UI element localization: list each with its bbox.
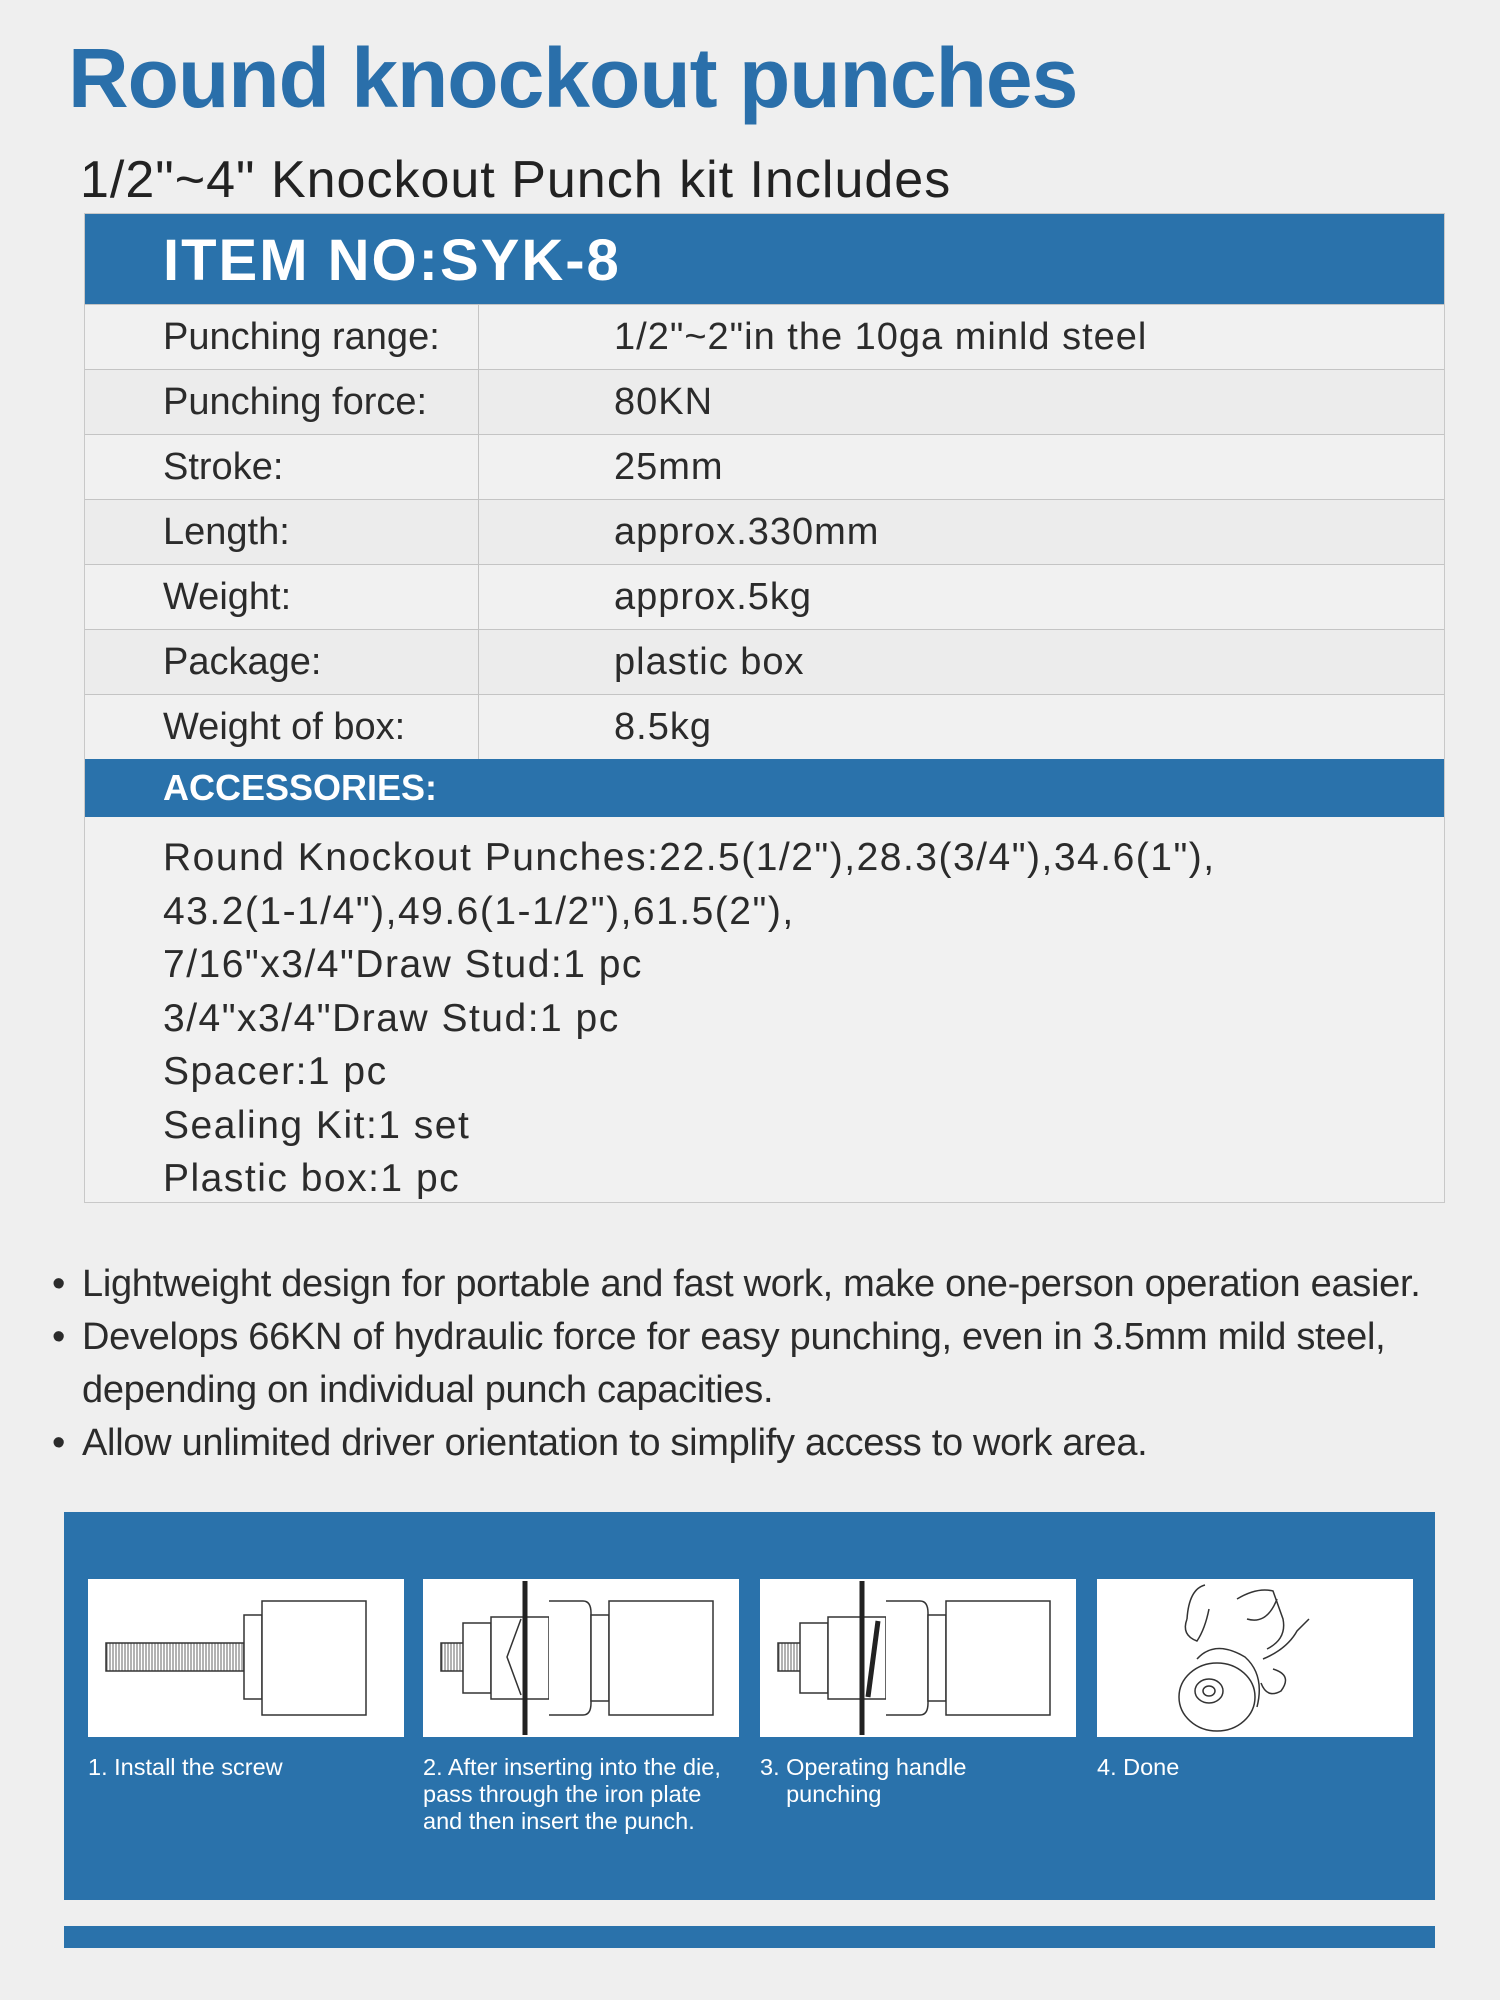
accessory-item: Spacer:1 pc [163,1050,388,1093]
step-caption: 3. Operating handle punching [760,1754,967,1807]
accessory-item: 43.2(1-1/4"),49.6(1-1/2"),61.5(2"), [163,889,795,933]
step-1 [88,1579,404,1781]
bullet-icon: • [52,1316,66,1358]
step-caption: 1. Install the screw [88,1754,283,1780]
feature-text: Lightweight design for portable and fast work, make one-person operation easier. [82,1263,1421,1305]
spec-rows [85,304,1444,759]
spec-value: approx.5kg [614,576,813,618]
feature-text: Allow unlimited driver orientation to simplify access to work area. [82,1422,1148,1464]
bullet-icon: • [52,1263,66,1305]
spec-row [85,564,1444,629]
step-3 [760,1576,1076,1808]
spec-label: Weight of box: [85,695,479,759]
feature-item [52,1258,1472,1311]
accessory-item: 7/16"x3/4"Draw Stud:1 pc [163,943,643,986]
spec-label: Package: [85,630,479,694]
page-title: Round knockout punches [68,31,1078,125]
spec-value: 80KN [614,381,714,423]
spec-row [85,369,1444,434]
install-screw-illustration [88,1579,404,1737]
feature-item [52,1311,1472,1417]
step-2 [423,1579,739,1835]
spec-row [85,499,1444,564]
usage-steps-panel [64,1512,1435,1900]
footer-bar [64,1926,1435,1948]
feature-list [52,1258,1472,1470]
spec-label: Punching force: [85,370,479,434]
feature-item [52,1417,1472,1470]
spec-value: 8.5kg [614,706,712,748]
step-4 [1097,1576,1413,1781]
spec-value: 1/2"~2"in the 10ga minld steel [614,316,1148,358]
step-caption: 2. After inserting into the die, pass through the iron plate and then insert the punch. [423,1754,721,1834]
spec-label: Length: [85,500,479,564]
spec-value: plastic box [614,641,805,683]
feature-text: Develops 66KN of hydraulic force for easy punching, even in 3.5mm mild steel, depending on individual punch capacities. [82,1316,1386,1411]
insert-die-illustration [423,1579,739,1737]
accessory-item: Sealing Kit:1 set [163,1103,471,1147]
spec-row [85,434,1444,499]
page-subtitle: 1/2"~4" Knockout Punch kit Includes [80,151,952,209]
spec-table [84,213,1445,1203]
bullet-icon: • [52,1422,66,1464]
spec-label: Punching range: [85,305,479,369]
item-number-header: ITEM NO:SYK-8 [85,214,1444,304]
operating-handle-illustration [760,1579,1076,1737]
spec-label: Weight: [85,565,479,629]
accessory-item: 3/4"x3/4"Draw Stud:1 pc [163,996,620,1040]
accessories-list [85,817,1444,1202]
spec-label: Stroke: [85,435,479,499]
step-caption: 4. Done [1097,1754,1180,1780]
spec-row [85,629,1444,694]
spec-value: 25mm [614,446,724,488]
spec-row [85,694,1444,759]
done-illustration [1097,1579,1413,1737]
accessories-header: ACCESSORIES: [85,759,1444,817]
accessory-item: Plastic box:1 pc [163,1157,461,1200]
spec-value: approx.330mm [614,511,880,553]
accessory-item: Round Knockout Punches:22.5(1/2"),28.3(3/4"),34.6(1"), [163,836,1216,879]
spec-row [85,304,1444,369]
